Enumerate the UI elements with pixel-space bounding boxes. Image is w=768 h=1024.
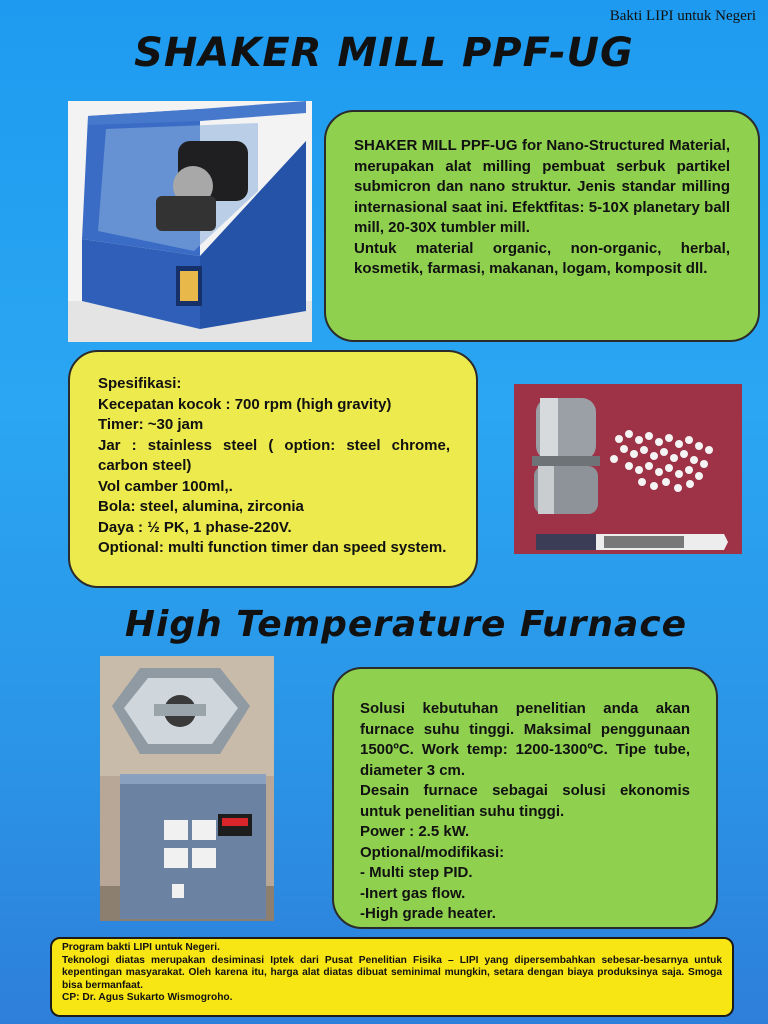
shaker-description-text-2: Untuk material organic, non-organic, herbal, kosmetik, farmasi, makanan, logam, komposit dll.	[354, 239, 730, 277]
furnace-description-box	[332, 667, 718, 929]
jar-and-balls-photo	[514, 384, 742, 554]
spec-line: Spesifikasi:	[98, 375, 182, 392]
footer-line: CP: Dr. Agus Sukarto Wismogroho.	[62, 992, 233, 1004]
spec-line: Kecepatan kocok : 700 rpm (high gravity)	[98, 395, 392, 413]
footer-line: Teknologi diatas merupakan desiminasi Iptek dari Pusat Penelitian Fisika – LIPI yang dipersembahkan sebesar-besarnya untuk kepentingan masyarakat. Oleh karena itu, harga alat diatas dibuat seminimal mungkin, setara dengan biaya produksinya saja. Smoga bisa bermanfaat.	[62, 954, 722, 991]
specification-box	[68, 350, 478, 588]
header-tag: Bakti LIPI untuk Negeri	[609, 8, 756, 24]
furnace-photo	[100, 656, 274, 921]
spec-line: Vol camber 100ml,.	[98, 477, 233, 495]
spec-line: Optional: multi function timer dan speed system.	[98, 539, 447, 556]
furnace-line: -Inert gas flow.	[360, 884, 466, 902]
footer-line: Program bakti LIPI untuk Negeri.	[62, 942, 220, 953]
spec-line: Daya : ½ PK, 1 phase-220V.	[98, 518, 292, 536]
furnace-line: -High grade heater.	[360, 905, 496, 922]
spec-line: Bola: steel, alumina, zirconia	[98, 498, 304, 515]
shaker-mill-photo	[68, 101, 312, 342]
page-title: SHAKER MILL PPF-UG	[134, 30, 634, 76]
furnace-title: High Temperature Furnace	[124, 604, 688, 645]
shaker-description-text-1: SHAKER MILL PPF-UG for Nano-Structured Material, merupakan alat milling pembuat serbuk partikel submicron dan nano struktur. Jenis standar milling internasional saat ini. Efektfitas: 5-10X planetary ball mill, 20-30X tumbler mill.	[354, 137, 730, 236]
spec-line: Timer: ~30 jam	[98, 416, 204, 433]
furnace-line: Optional/modifikasi:	[360, 843, 505, 861]
furnace-line: Solusi kebutuhan penelitian anda akan furnace suhu tinggi. Maksimal penggunaan 1500ºC. Work temp: 1200-1300ºC. Tipe tube, diameter 3 cm.	[360, 700, 690, 779]
furnace-line: Power : 2.5 kW.	[360, 823, 470, 840]
furnace-line: - Multi step PID.	[360, 864, 473, 881]
furnace-line: Desain furnace sebagai solusi ekonomis untuk penelitian suhu tinggi.	[360, 782, 690, 820]
spec-line: Jar : stainless steel ( option: steel chrome, carbon steel)	[98, 436, 450, 474]
shaker-description-box	[324, 110, 760, 342]
footer-note	[50, 937, 734, 1017]
